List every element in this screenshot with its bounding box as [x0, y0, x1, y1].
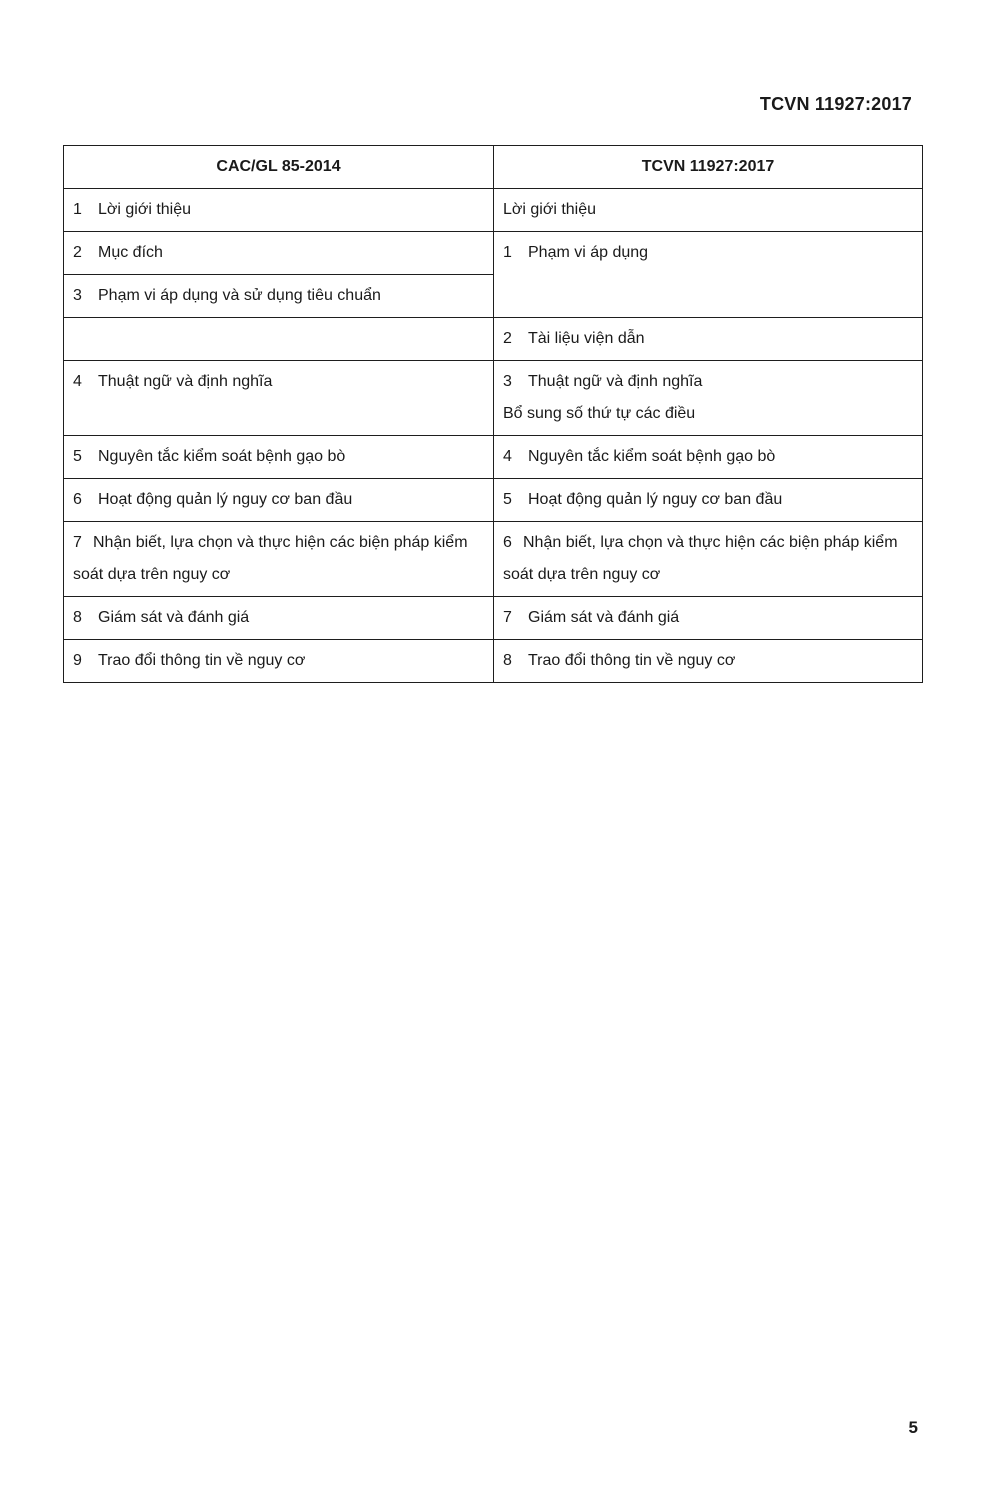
left-cell — [64, 275, 494, 318]
right-clause-number: 5 — [503, 491, 512, 508]
table-row — [64, 436, 923, 479]
table-row — [64, 522, 923, 597]
table-row — [64, 640, 923, 683]
left-clause-number: 2 — [73, 244, 82, 261]
comparison-table — [63, 145, 923, 683]
right-cell — [494, 436, 923, 479]
left-clause-title: Giám sát và đánh giá — [98, 609, 250, 626]
right-cell — [494, 232, 923, 318]
column-header-left: CAC/GL 85-2014 — [64, 146, 494, 189]
page-header-standard-code: TCVN 11927:2017 — [759, 94, 912, 114]
page-number: 5 — [908, 1418, 918, 1437]
left-clause-number: 9 — [73, 652, 82, 669]
right-clause-title: Tài liệu viện dẫn — [528, 330, 645, 347]
right-clause-title: Hoạt động quản lý nguy cơ ban đầu — [528, 491, 783, 508]
right-cell — [494, 189, 923, 232]
left-cell — [64, 361, 494, 436]
table-row — [64, 189, 923, 232]
table-row — [64, 597, 923, 640]
left-clause-number: 8 — [73, 609, 82, 626]
left-clause-title: Thuật ngữ và định nghĩa — [98, 373, 273, 390]
right-clause-number: 7 — [503, 609, 512, 626]
right-cell — [494, 318, 923, 361]
left-cell — [64, 597, 494, 640]
table-row — [64, 232, 923, 275]
right-clause-title: Lời giới thiệu — [503, 201, 597, 218]
right-clause-title: Giám sát và đánh giá — [528, 609, 680, 626]
left-clause-title: Nguyên tắc kiểm soát bệnh gạo bò — [98, 448, 346, 465]
right-cell — [494, 479, 923, 522]
right-cell — [494, 640, 923, 683]
right-cell — [494, 361, 923, 436]
left-clause-number: 7 — [73, 534, 82, 551]
left-cell-empty — [64, 318, 494, 361]
right-clause-number: 1 — [503, 244, 512, 261]
right-clause-title: Nguyên tắc kiểm soát bệnh gạo bò — [528, 448, 776, 465]
left-cell — [64, 232, 494, 275]
left-clause-title: Mục đích — [98, 244, 163, 261]
left-cell — [64, 522, 494, 597]
left-clause-number: 1 — [73, 201, 82, 218]
left-clause-title: Lời giới thiệu — [98, 201, 192, 218]
left-clause-title: Phạm vi áp dụng và sử dụng tiêu chuẩn — [98, 287, 381, 304]
left-cell — [64, 436, 494, 479]
right-clause-number: 6 — [503, 534, 512, 551]
right-clause-number: 8 — [503, 652, 512, 669]
right-clause-number: 3 — [503, 373, 512, 390]
left-cell — [64, 189, 494, 232]
right-clause-number: 2 — [503, 330, 512, 347]
left-clause-number: 4 — [73, 373, 82, 390]
right-cell — [494, 597, 923, 640]
left-cell — [64, 479, 494, 522]
left-cell — [64, 640, 494, 683]
left-clause-title: Hoạt động quản lý nguy cơ ban đầu — [98, 491, 353, 508]
left-clause-title: Nhận biết, lựa chọn và thực hiện các biện pháp kiểm soát dựa trên nguy cơ — [73, 534, 468, 583]
right-clause-title: Phạm vi áp dụng — [528, 244, 649, 261]
table-row — [64, 318, 923, 361]
right-cell — [494, 522, 923, 597]
table-row — [64, 361, 923, 436]
left-clause-title: Trao đổi thông tin về nguy cơ — [98, 652, 306, 669]
column-header-right: TCVN 11927:2017 — [494, 146, 923, 189]
left-clause-number: 5 — [73, 448, 82, 465]
right-clause-title: Trao đổi thông tin về nguy cơ — [528, 652, 736, 669]
table-row — [64, 479, 923, 522]
left-clause-number: 6 — [73, 491, 82, 508]
left-clause-number: 3 — [73, 287, 82, 304]
right-clause-number: 4 — [503, 448, 512, 465]
right-clause-title: Nhận biết, lựa chọn và thực hiện các biện pháp kiểm soát dựa trên nguy cơ — [503, 534, 898, 583]
right-clause-title: Thuật ngữ và định nghĩa — [528, 373, 703, 390]
table-header-row — [64, 146, 923, 189]
right-clause-note: Bổ sung số thứ tự các điều — [503, 405, 696, 422]
